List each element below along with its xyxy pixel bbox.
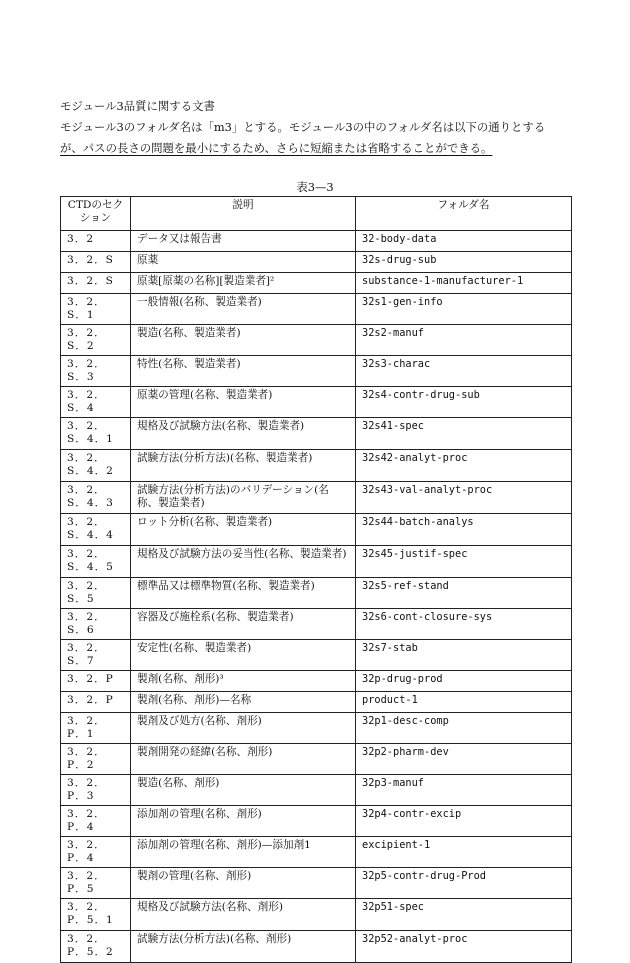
ctd-section-cell: 3．2 [61,231,131,252]
folder-name-cell: substance-1-manufacturer-1 [356,273,572,294]
folder-name-cell: 32s41-spec [356,418,572,450]
table-row [61,252,572,273]
folder-table [60,196,572,963]
folder-name-cell: 32p51-spec [356,899,572,931]
description-cell: ロット分析(名称、製造業者) [131,514,356,546]
description-cell: 一般情報(名称、製造業者) [131,294,356,325]
description-cell: 規格及び試験方法(名称、製造業者) [131,418,356,450]
folder-name-cell: 32s5-ref-stand [356,578,572,609]
folder-name-cell: 32p2-pharm-dev [356,744,572,775]
folder-name-cell: excipient-1 [356,837,572,868]
folder-name-cell: 32s3-charac [356,356,572,387]
table-row [61,231,572,252]
table-row [61,356,572,387]
folder-name-cell: 32-body-data [356,231,572,252]
ctd-section-cell: 3．2．S．4．2 [61,450,131,482]
folder-name-cell: 32p5-contr-drug-Prod [356,868,572,899]
description-cell: 特性(名称、製造業者) [131,356,356,387]
ctd-section-cell: 3．2．S．4．3 [61,482,131,514]
description-cell: 規格及び試験方法の妥当性(名称、製造業者) [131,546,356,578]
description-cell: 試験方法(分析方法)(名称、剤形) [131,931,356,963]
table-row [61,931,572,963]
header-folder-name: フォルダ名 [356,197,572,231]
table-row [61,868,572,899]
description-cell: 製剤開発の経緯(名称、剤形) [131,744,356,775]
table-row [61,273,572,294]
folder-name-cell: 32p4-contr-excip [356,806,572,837]
ctd-section-cell: 3．2．S．4 [61,387,131,418]
ctd-section-cell: 3．2．P．4 [61,806,131,837]
ctd-section-cell: 3．2．P．5 [61,868,131,899]
ctd-section-cell: 3．2．S．4．5 [61,546,131,578]
table-row [61,325,572,356]
table-row [61,450,572,482]
folder-name-cell: 32s44-batch-analys [356,514,572,546]
ctd-section-cell: 3．2．P．5．1 [61,899,131,931]
ctd-section-cell: 3．2．S．4．4 [61,514,131,546]
description-cell: 添加剤の管理(名称、剤形)—添加剤1 [131,837,356,868]
folder-name-cell: 32s-drug-sub [356,252,572,273]
header-description: 説明 [131,197,356,231]
ctd-section-cell: 3．2．S [61,252,131,273]
description-cell: 原薬 [131,252,356,273]
description-cell: 安定性(名称、製造業者) [131,640,356,671]
description-cell: 製剤(名称、剤形)—名称 [131,692,356,713]
description-cell: 容器及び施栓系(名称、製造業者) [131,609,356,640]
ctd-section-cell: 3．2．P．3 [61,775,131,806]
table-row [61,744,572,775]
table-row [61,578,572,609]
ctd-section-cell: 3．2．P [61,692,131,713]
ctd-section-cell: 3．2．P [61,671,131,692]
table-row [61,775,572,806]
ctd-section-cell: 3．2．S．2 [61,325,131,356]
folder-name-cell: 32s1-gen-info [356,294,572,325]
ctd-section-cell: 3．2．S．1 [61,294,131,325]
table-row [61,671,572,692]
intro-line-1: モジュール3のフォルダ名は「m3」とする。モジュール3の中のフォルダ名は以下の通りとする [60,120,546,134]
module-title: モジュール3品質に関する文書 [60,99,215,113]
folder-name-cell: 32p1-desc-comp [356,713,572,744]
folder-name-cell: 32p-drug-prod [356,671,572,692]
intro-line-2: が、パスの長さの問題を最小にするため、さらに短縮または省略することができる。 [60,141,493,155]
folder-name-cell: product-1 [356,692,572,713]
folder-name-cell: 32s7-stab [356,640,572,671]
description-cell: 製造(名称、製造業者) [131,325,356,356]
ctd-section-cell: 3．2．S．3 [61,356,131,387]
description-cell: 原薬の管理(名称、製造業者) [131,387,356,418]
table-header-row [61,197,572,231]
ctd-section-cell: 3．2．S．7 [61,640,131,671]
description-cell: 製造(名称、剤形) [131,775,356,806]
table-row [61,294,572,325]
ctd-section-cell: 3．2．S．5 [61,578,131,609]
description-cell: 標準品又は標準物質(名称、製造業者) [131,578,356,609]
table-row [61,418,572,450]
description-cell: 製剤及び処方(名称、剤形) [131,713,356,744]
description-cell: 製剤の管理(名称、剤形) [131,868,356,899]
ctd-section-cell: 3．2．P．5．2 [61,931,131,963]
table-row [61,713,572,744]
ctd-section-cell: 3．2．S．4．1 [61,418,131,450]
folder-name-cell: 32s42-analyt-proc [356,450,572,482]
table-row [61,692,572,713]
ctd-section-cell: 3．2．P．1 [61,713,131,744]
folder-name-cell: 32s2-manuf [356,325,572,356]
table-row [61,482,572,514]
table-row [61,806,572,837]
ctd-section-cell: 3．2．S [61,273,131,294]
description-cell: 試験方法(分析方法)(名称、製造業者) [131,450,356,482]
folder-name-cell: 32s6-cont-closure-sys [356,609,572,640]
description-cell: 製剤(名称、剤形)³ [131,671,356,692]
folder-name-cell: 32s4-contr-drug-sub [356,387,572,418]
table-row [61,609,572,640]
folder-name-cell: 32p3-manuf [356,775,572,806]
description-cell: 規格及び試験方法(名称、剤形) [131,899,356,931]
table-row [61,899,572,931]
table-row [61,387,572,418]
description-cell: 添加剤の管理(名称、剤形) [131,806,356,837]
ctd-section-cell: 3．2．P．4 [61,837,131,868]
folder-name-cell: 32p52-analyt-proc [356,931,572,963]
table-body [61,231,572,963]
ctd-section-cell: 3．2．P．2 [61,744,131,775]
table-caption: 表3—3 [296,180,334,194]
table-row [61,837,572,868]
description-cell: データ又は報告書 [131,231,356,252]
folder-name-cell: 32s43-val-analyt-proc [356,482,572,514]
table-row [61,546,572,578]
header-ctd-section: CTDのセクション [61,197,131,231]
description-cell: 原薬[原薬の名称][製造業者]² [131,273,356,294]
description-cell: 試験方法(分析方法)のバリデーション(名称、製造業者) [131,482,356,514]
table-row [61,514,572,546]
folder-name-cell: 32s45-justif-spec [356,546,572,578]
ctd-section-cell: 3．2．S．6 [61,609,131,640]
table-row [61,640,572,671]
